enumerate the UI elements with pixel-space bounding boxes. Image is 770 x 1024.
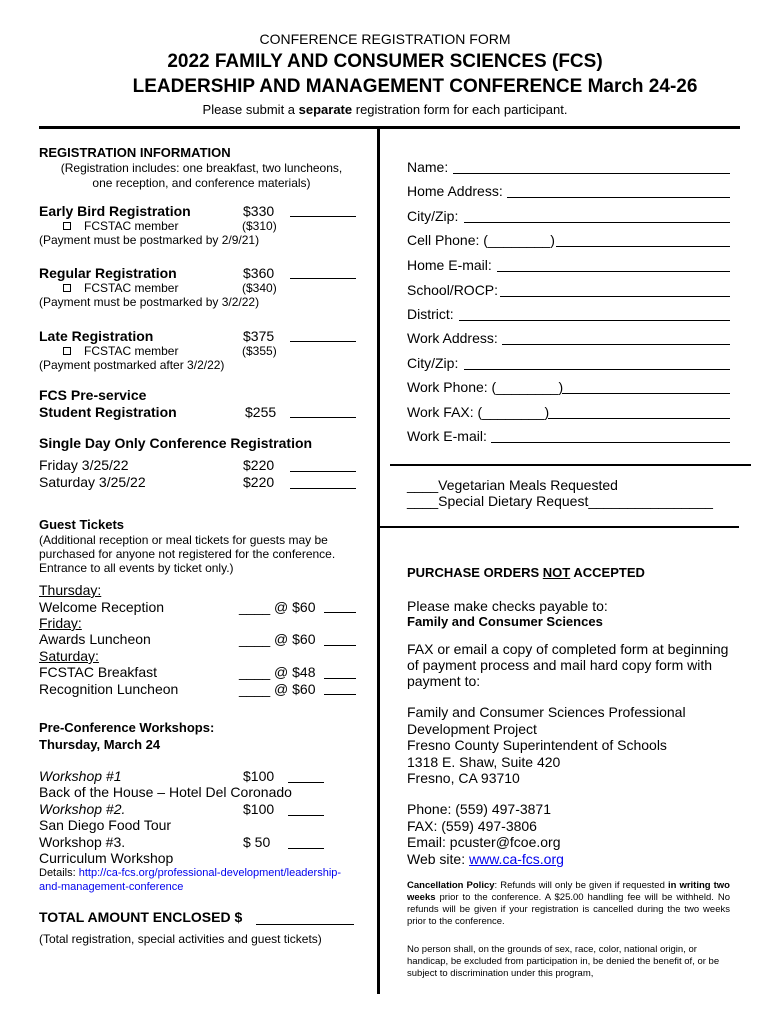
school-field[interactable] [500, 296, 730, 297]
guest-recognition-field[interactable] [324, 694, 356, 695]
page-title-line1: 2022 FAMILY AND CONSUMER SCIENCES (FCS) [167, 51, 603, 72]
guest-saturday: Saturday: [39, 648, 99, 664]
address-line-1: Family and Consumer Sciences Professional [407, 704, 686, 720]
work-fax-label: Work FAX: (________) [407, 404, 550, 420]
name-label: Name: [407, 159, 449, 175]
cancel-text-c: prior to the conference. A $25.00 handling fee will be withheld. No refunds will be given if your registration is cancelled during the two weeks prior to the conference. [407, 892, 730, 927]
payable-name: Family and Consumer Sciences [407, 614, 603, 629]
regular-price: $360 [243, 265, 275, 281]
cell-phone-field[interactable] [556, 246, 730, 247]
single-day-saturday-price: $220 [243, 474, 275, 490]
right-rule-2 [380, 526, 739, 528]
work-city-zip-field[interactable] [464, 369, 730, 370]
work-phone-field[interactable] [562, 393, 730, 394]
payable-line: Please make checks payable to: [407, 598, 608, 614]
registration-includes-1: (Registration includes: one breakfast, two luncheons, [60, 161, 343, 175]
workshop-2-field[interactable] [288, 815, 324, 816]
preservice-amount-field[interactable] [290, 417, 356, 418]
cell-phone-label: Cell Phone: (________) [407, 232, 555, 248]
guest-breakfast-price: ____ @ $48 [239, 664, 316, 680]
regular-amount-field[interactable] [290, 278, 356, 279]
guest-thursday: Thursday: [39, 582, 102, 598]
district-label: District: [407, 306, 454, 322]
early-bird-member-label: FCSTAC member [84, 219, 179, 233]
form-label: CONFERENCE REGISTRATION FORM [259, 31, 511, 47]
workshop-details [39, 866, 341, 894]
late-amount-field[interactable] [290, 341, 356, 342]
guest-friday: Friday: [39, 615, 82, 631]
regular-member-checkbox[interactable] [63, 284, 71, 292]
single-day-saturday: Saturday 3/25/22 [39, 474, 146, 490]
home-address-label: Home Address: [407, 183, 503, 199]
column-divider [377, 129, 380, 994]
website-label: Web site: [407, 851, 469, 867]
address-line-2: Development Project [407, 721, 537, 737]
workshop-1-field[interactable] [288, 782, 324, 783]
regular-member-price: ($340) [242, 281, 277, 295]
submit-bold: separate [298, 102, 353, 117]
single-day-heading: Single Day Only Conference Registration [39, 435, 313, 451]
work-email-label: Work E-mail: [407, 428, 487, 444]
workshop-2-label: Workshop #2. [39, 801, 126, 817]
early-bird-member-checkbox[interactable] [63, 222, 71, 230]
registration-heading: REGISTRATION INFORMATION [39, 145, 231, 160]
guest-recognition: Recognition Luncheon [39, 681, 179, 697]
website-link[interactable]: www.ca-fcs.org [469, 851, 564, 867]
header-rule [39, 126, 740, 129]
late-label: Late Registration [39, 328, 154, 344]
home-email-field[interactable] [497, 271, 730, 272]
registration-includes-2: one reception, and conference materials) [92, 176, 311, 190]
home-address-field[interactable] [507, 197, 730, 198]
late-note: (Payment postmarked after 3/2/22) [39, 358, 225, 372]
guest-breakfast: FCSTAC Breakfast [39, 664, 157, 680]
single-day-friday-price: $220 [243, 457, 275, 473]
workshop-1-price: $100 [243, 768, 275, 784]
work-city-zip-label: City/Zip: [407, 355, 459, 371]
work-email-field[interactable] [491, 442, 730, 443]
vegetarian-meals[interactable]: ____Vegetarian Meals Requested [407, 477, 618, 493]
cancellation-policy [407, 880, 730, 928]
school-label: School/ROCP: [407, 282, 499, 298]
contact-phone: Phone: (559) 497-3871 [407, 801, 551, 817]
workshops-heading-1: Pre-Conference Workshops: [39, 720, 215, 735]
name-field[interactable] [453, 173, 730, 174]
workshop-2-price: $100 [243, 801, 275, 817]
preservice-price: $255 [245, 404, 277, 420]
nondiscrimination-notice: No person shall, on the grounds of sex, race, color, national origin, or handicap, be excluded from participation in, be denied the benefit of, or be subject to discrimination under this program, [407, 944, 720, 979]
guest-note-2: purchased for anyone not registered for the conference. [39, 547, 336, 561]
contact-website [407, 851, 564, 867]
workshop-1-label: Workshop #1 [39, 768, 122, 784]
guest-awards: Awards Luncheon [39, 631, 151, 647]
late-price: $375 [243, 328, 275, 344]
fax-instructions-1: FAX or email a copy of completed form at beginning [407, 641, 729, 657]
regular-label: Regular Registration [39, 265, 177, 281]
details-link-2[interactable]: and-management-conference [39, 881, 184, 893]
purchase-orders-notice [407, 565, 645, 580]
guest-note-1: (Additional reception or meal tickets for guests may be [39, 533, 328, 547]
work-address-label: Work Address: [407, 330, 498, 346]
details-label: Details: [39, 867, 79, 879]
po-not: NOT [542, 565, 571, 580]
home-email-label: Home E-mail: [407, 257, 492, 273]
regular-member-label: FCSTAC member [84, 281, 179, 295]
late-member-price: ($355) [242, 344, 277, 358]
cancel-label: Cancellation Policy [407, 880, 495, 891]
contact-fax: FAX: (559) 497-3806 [407, 818, 537, 834]
late-member-checkbox[interactable] [63, 347, 71, 355]
submit-pre: Please submit a [202, 102, 299, 117]
regular-note: (Payment must be postmarked by 3/2/22) [39, 295, 260, 309]
single-day-saturday-field[interactable] [290, 488, 356, 489]
address-line-5: Fresno, CA 93710 [407, 770, 520, 786]
work-phone-label: Work Phone: (________) [407, 379, 564, 395]
total-amount-field[interactable] [256, 924, 354, 925]
guest-welcome-field[interactable] [324, 612, 356, 613]
city-zip-field[interactable] [464, 222, 730, 223]
city-zip-label: City/Zip: [407, 208, 459, 224]
workshop-3-name: Curriculum Workshop [39, 850, 174, 866]
guest-heading: Guest Tickets [39, 517, 125, 532]
address-line-3: Fresno County Superintendent of Schools [407, 737, 667, 753]
fax-instructions-2: of payment process and mail hard copy form with [407, 657, 713, 673]
right-rule-1 [390, 464, 751, 466]
guest-recognition-price: ____ @ $60 [239, 681, 316, 697]
work-fax-field[interactable] [548, 418, 730, 419]
early-bird-label: Early Bird Registration [39, 203, 191, 219]
cancel-text-b: in writing two weeks [407, 880, 730, 903]
workshop-3-price: $ 50 [243, 834, 271, 850]
po-post: ACCEPTED [570, 565, 645, 580]
late-member-label: FCSTAC member [84, 344, 179, 358]
details-link-1[interactable]: http://ca-fcs.org/professional-development/leadership- [78, 867, 342, 879]
cancel-text-a: : Refunds will only be given if requested [494, 880, 668, 891]
special-dietary[interactable]: ____Special Dietary Request________________ [407, 493, 713, 509]
page-title-line2: LEADERSHIP AND MANAGEMENT CONFERENCE March 24-26 [132, 76, 698, 97]
fax-instructions-3: payment to: [407, 673, 481, 689]
guest-note-3: Entrance to all events by ticket only.) [39, 561, 234, 575]
contact-email: Email: pcuster@fcoe.org [407, 834, 561, 850]
workshop-1-name: Back of the House – Hotel Del Coronado [39, 784, 292, 800]
address-line-4: 1318 E. Shaw, Suite 420 [407, 754, 561, 770]
workshops-heading-2: Thursday, March 24 [39, 737, 161, 752]
district-field[interactable] [459, 320, 730, 321]
workshop-2-name: San Diego Food Tour [39, 817, 172, 833]
guest-awards-price: ____ @ $60 [239, 631, 316, 647]
total-note: (Total registration, special activities and guest tickets) [39, 932, 322, 946]
total-label: TOTAL AMOUNT ENCLOSED $ [39, 909, 243, 925]
guest-breakfast-field[interactable] [324, 678, 356, 679]
preservice-label-2: Student Registration [39, 404, 177, 420]
single-day-friday: Friday 3/25/22 [39, 457, 129, 473]
po-pre: PURCHASE ORDERS [407, 565, 543, 580]
workshop-3-field[interactable] [288, 848, 324, 849]
preservice-label-1: FCS Pre-service [39, 387, 147, 403]
early-bird-amount-field[interactable] [290, 216, 356, 217]
early-bird-price: $330 [243, 203, 275, 219]
early-bird-member-price: ($310) [242, 219, 277, 233]
work-address-field[interactable] [502, 344, 730, 345]
single-day-friday-field[interactable] [290, 471, 356, 472]
submit-post: registration form for each participant. [352, 102, 568, 117]
guest-welcome-price: ____ @ $60 [239, 599, 316, 615]
workshop-3-label: Workshop #3. [39, 834, 126, 850]
early-bird-note: (Payment must be postmarked by 2/9/21) [39, 233, 260, 247]
submit-instruction [0, 102, 770, 117]
guest-awards-field[interactable] [324, 645, 356, 646]
guest-welcome: Welcome Reception [39, 599, 165, 615]
